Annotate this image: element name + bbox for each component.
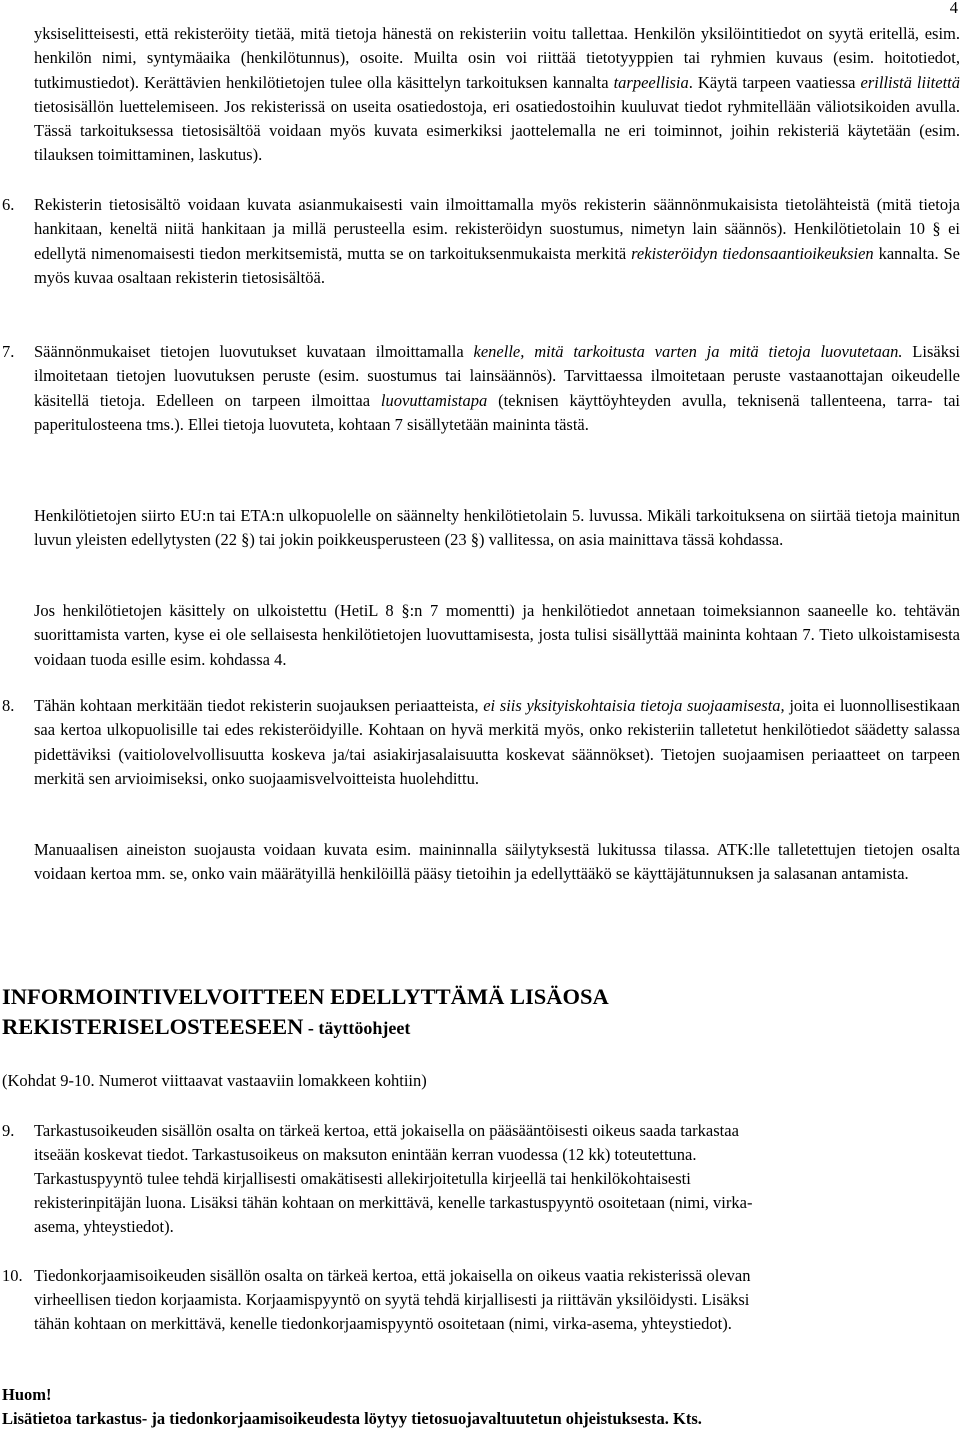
intro-emphasis-2: erillistä liitettä — [860, 72, 960, 92]
item-8-manual-paragraph: Manuaalisen aineiston suojausta voidaan kuvata esim. maininnalla säilytyksestä lukitussa tilassa. ATK:lle talletettujen tietojen osalta voidaan kertoa mm. se, onko vain määrätyillä henkilöillä pääsy tietoihin ja edellyttääkö se käyttäjätunnuksen ja salasanan antamista. — [34, 840, 960, 884]
item-7-text-3: (teknisen käyttöyhteyden avulla, teknisenä tallenteena, tarra- tai paperitulosteena tms.). Ellei tietoja luovuteta, kohtaan 7 sisällytetään maininta tästä. — [34, 390, 960, 434]
section-heading-line-2-text: REKISTERISELOSTEESEEN — [2, 1014, 304, 1039]
item-9-number: 9. — [2, 1121, 15, 1140]
item-10-line: virheellisen tiedon korjaamista. Korjaamispyyntö on syytä tehdä kirjallisesti ja riittävän yksilöidysti. Lisäksi — [34, 1290, 750, 1309]
item-10-line: Tiedonkorjaamisoikeuden sisällön osalta on tärkeä kertoa, että jokaisella on oikeus vaatia rekisterissä olevan — [34, 1266, 751, 1285]
section-heading-line-1: INFORMOINTIVELVOITTEEN EDELLYTTÄMÄ LISÄOSA — [2, 984, 609, 1009]
page-number: 4 — [949, 0, 958, 17]
item-8-paragraph — [34, 694, 960, 791]
item-7-transfer-paragraph: Henkilötietojen siirto EU:n tai ETA:n ulkopuolelle on säännelty henkilötietolain 5. luvussa. Mikäli tarkoituksena on siirtää tietoja mainitun luvun yleisten edellytysten (22 §) tai jokin poikkeusperusteen (23 §) vallitessa, on asia mainittava tässä kohdassa. — [34, 506, 960, 550]
section-note: (Kohdat 9-10. Numerot viittaavat vastaaviin lomakkeen kohtiin) — [2, 1071, 427, 1090]
item-7-paragraph — [34, 340, 960, 437]
intro-text-3: tietosisällön luettelemiseen. Jos rekisterissä on useita osatiedostoja, eri osatiedostoihin kuuluvat tiedot ryhmitellään väliotsikoiden avulla. Tässä tarkoituksessa tietosisältöä voidaan myös kuvata esimerkiksi jaottelemalla ne eri toiminnot, joihin rekisteriä käytetään (esim. tilauksen toimittaminen, laskutus). — [34, 96, 960, 165]
item-7-emphasis-1: kenelle, mitä tarkoitusta varten ja mitä tietoja luovutetaan. — [473, 342, 903, 361]
item-8-text-1: Tähän kohtaan merkitään tiedot rekisterin suojauksen periaatteista, — [34, 696, 484, 715]
intro-emphasis-1: tarpeellisia — [613, 72, 689, 92]
item-9-line: itseään koskevat tiedot. Tarkastusoikeus on maksuton enintään kerran vuodessa (12 kk) toteutettuna. — [34, 1145, 697, 1164]
item-9-line: rekisterinpitäjän luona. Lisäksi tähän kohtaan on merkittävä, kenelle tarkastuspyyntö osoitetaan (nimi, virka- — [34, 1193, 753, 1212]
footer-huom: Huom! — [2, 1385, 52, 1404]
item-8-emphasis-1: ei siis yksityiskohtaisia tietoja suojaamisesta, — [483, 696, 785, 715]
item-6-emphasis-1: rekisteröidyn tiedonsaantioikeuksien — [631, 243, 874, 263]
item-9-line: Tarkastuspyyntö tulee tehdä kirjallisesti omakätisesti allekirjoitetulla kirjeellä tai henkilökohtaisesti — [34, 1169, 691, 1188]
item-8-text-2: joita ei luonnollisestikaan saa kertoa ulkopuolisille tai edes rekisteröidyille. Kohtaan on hyvä merkitä myös, onko rekisteriin talletetut henkilötiedot säädetty salassa pidettäviksi (vaitiolovelvollisuutta koskeva ja/tai asiakirjasalaisuutta koskevat säännökset). Tietojen suojaamisen periaatteet on tarpeen merkitä sen arvioimiseksi, onko suojaamisvelvoitteista huolehdittu. — [34, 696, 960, 788]
item-9-line: Tarkastusoikeuden sisällön osalta on tärkeä kertoa, että jokaisella on pääsääntöisesti oikeus saada tarkastaa — [34, 1121, 739, 1140]
item-10-line: tähän kohtaan on merkittävä, kenelle tiedonkorjaamispyyntö osoitetaan (nimi, virka-asema, yhteystiedot). — [34, 1314, 732, 1333]
section-heading-line-2 — [2, 1012, 609, 1043]
intro-text-1: yksiselitteisesti, että rekisteröity tietää, mitä tietoja hänestä on rekisteriin voitu tallettaa. Henkilön yksilöintitiedot on syytä eritellä, esim. henkilön nimi, syntymäaika (henkilötunnus), osoite. Muilta osin voi riittää tietotyyppien tai ryhmien kuvaus (esim. hoitotiedot, tutkimustiedot). Kerättävien henkilötietojen tulee olla käsittelyn tarkoituksen kannalta — [34, 24, 960, 92]
item-7-outsourcing-paragraph: Jos henkilötietojen käsittely on ulkoistettu (HetiL 8 §:n 7 momentti) ja henkilötiedot annetaan toimeksiannon saaneelle ko. tehtävän suorittamista varten, kyse ei ole sellaisesta henkilötietojen luovuttamisesta, josta tulisi sisällyttää maininta kohtaan 7. Tieto ulkoistamisesta voidaan tuoda esille esim. kohdassa 4. — [34, 601, 960, 669]
item-7-number: 7. — [2, 342, 15, 361]
item-6-text-2: kannalta. Se myös kuvaa osaltaan rekisterin tietosisältöä. — [34, 243, 960, 287]
intro-paragraph — [34, 22, 960, 168]
item-7-emphasis-2: luovuttamistapa — [380, 390, 488, 410]
item-10-number: 10. — [2, 1266, 23, 1285]
section-heading — [2, 982, 609, 1043]
item-6-number: 6. — [2, 195, 15, 214]
item-10-paragraph — [34, 1264, 960, 1336]
footer-note — [2, 1383, 702, 1431]
item-9-paragraph — [34, 1119, 960, 1239]
intro-text-2: . Käytä tarpeen vaatiessa — [688, 72, 861, 92]
item-7-text-1: Säännönmukaiset tietojen luovutukset kuvataan ilmoittamalla — [34, 342, 474, 361]
item-7-text-2: Lisäksi ilmoitetaan tietojen luovutuksen peruste (esim. suostumus tai lainsäännös). Tarvittaessa ilmoitetaan peruste vastaanottajan oikeudelle käsitellä tietoja. Edelleen on tarpeen ilmoittaa — [34, 342, 960, 410]
item-9-line: asema, yhteystiedot). — [34, 1217, 174, 1236]
footer-info: Lisätietoa tarkastus- ja tiedonkorjaamisoikeudesta löytyy tietosuojavaltuutetun ohjeistuksesta. Kts. — [2, 1409, 702, 1428]
item-6-paragraph — [34, 193, 960, 290]
item-6-text-1: Rekisterin tietosisältö voidaan kuvata asianmukaisesti vain ilmoittamalla myös rekisterin säännönmukaisista tietolähteistä (mitä tietoja hankitaan, keneltä niitä hankitaan ja millä perusteella esim. rekisteröidyn suostumus, nimetyn lain säännös). Henkilötietolain 10 § ei edellytä nimenomaisesti tiedon merkitsemistä, mutta se on tarkoituksenmukaista merkitä — [34, 195, 960, 263]
section-heading-suffix: - täyttöohjeet — [303, 1018, 411, 1038]
item-8-number: 8. — [2, 696, 15, 715]
